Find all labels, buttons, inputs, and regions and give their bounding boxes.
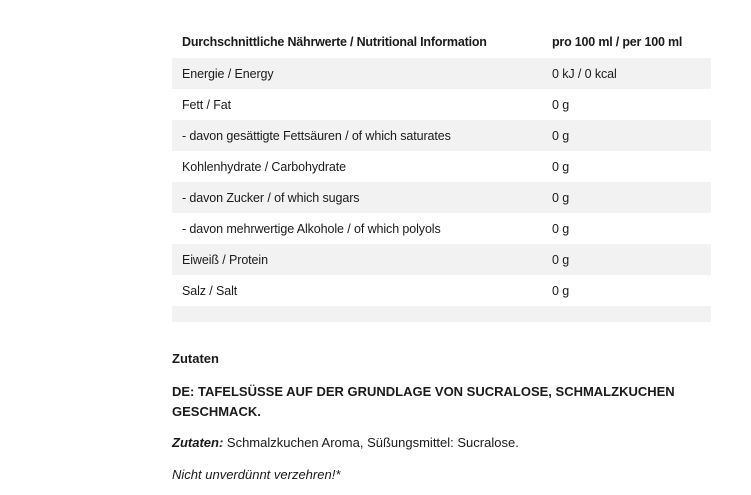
nutrient-label: Salz / Salt — [172, 275, 542, 306]
nutrition-header-value: pro 100 ml / per 100 ml — [552, 35, 683, 49]
nutrient-label: Energie / Energy — [172, 58, 542, 89]
nutrition-table — [172, 26, 711, 322]
ingredients-list-label: Zutaten: — [172, 435, 224, 450]
usage-warning: Nicht unverdünnt verzehren!* — [172, 467, 341, 482]
nutrient-value: 0 g — [542, 182, 711, 213]
nutrient-value: 0 g — [542, 89, 711, 120]
nutrient-value: 0 g — [542, 120, 711, 151]
nutrition-header-row — [172, 26, 711, 58]
nutrient-value: 0 kJ / 0 kcal — [542, 58, 711, 89]
ingredients-heading: Zutaten — [172, 351, 219, 366]
nutrient-value: 0 g — [542, 244, 711, 275]
nutrient-value: 0 g — [542, 151, 711, 182]
nutrient-value: 0 g — [542, 275, 711, 306]
empty-cell — [172, 306, 542, 322]
table-row — [172, 182, 711, 213]
nutrient-label: Kohlenhydrate / Carbohydrate — [172, 151, 542, 182]
nutrient-label: Fett / Fat — [172, 89, 542, 120]
table-row — [172, 89, 711, 120]
table-row — [172, 151, 711, 182]
product-description: DE: TAFELSÜSSE AUF DER GRUNDLAGE VON SUCRALOSE, SCHMALZKUCHEN GESCHMACK. — [172, 384, 675, 419]
table-row — [172, 58, 711, 89]
empty-cell — [542, 306, 711, 322]
table-row — [172, 120, 711, 151]
nutrition-header-label: Durchschnittliche Nährwerte / Nutritional Information — [182, 35, 487, 49]
ingredients-section — [172, 350, 692, 484]
nutrient-value: 0 g — [542, 213, 711, 244]
nutrient-label: - davon gesättigte Fettsäuren / of which saturates — [172, 120, 542, 151]
ingredients-list — [172, 434, 692, 452]
table-row-empty — [172, 306, 711, 322]
nutrient-label: - davon Zucker / of which sugars — [172, 182, 542, 213]
nutrient-label: Eiweiß / Protein — [172, 244, 542, 275]
table-row — [172, 213, 711, 244]
table-row — [172, 244, 711, 275]
ingredients-list-text: Schmalzkuchen Aroma, Süßungsmittel: Sucralose. — [223, 435, 519, 450]
nutrient-label: - davon mehrwertige Alkohole / of which polyols — [172, 213, 542, 244]
table-row — [172, 275, 711, 306]
